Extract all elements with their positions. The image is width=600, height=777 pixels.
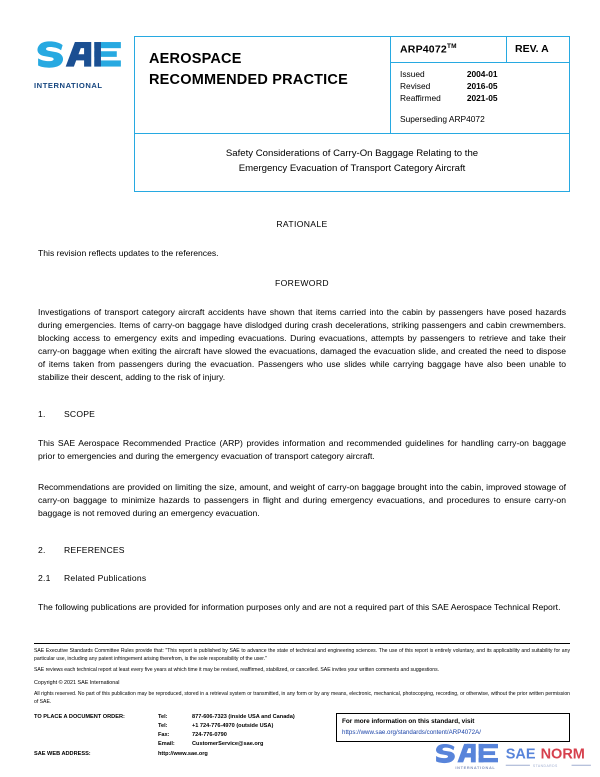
sae-logo-tagline: INTERNATIONAL bbox=[34, 80, 103, 90]
sae-logo-block bbox=[34, 36, 130, 90]
contact-row bbox=[34, 731, 334, 740]
section-number: 2.1 bbox=[38, 573, 51, 584]
document-subject bbox=[135, 134, 569, 191]
contact-key: Email: bbox=[158, 741, 175, 748]
document-type-title bbox=[135, 37, 391, 133]
section-heading-related-publications bbox=[38, 573, 566, 583]
scope-paragraph-2: Recommendations are provided on limiting the size, amount, and weight of carry-on baggage brought into the cabin, improved stowage of carry-on baggage to minimize hazards to passengers in flight and during emergency evacuations, and procedures to ensure carry-on baggage is not removed during an emergency evacuation. bbox=[38, 482, 566, 519]
document-type-line-1: AEROSPACE bbox=[149, 51, 242, 67]
contact-value: 724-776-0790 bbox=[192, 732, 227, 739]
contact-left-column bbox=[34, 713, 334, 758]
standard-url-link[interactable]: https://www.sae.org/standards/content/ARP4072A/ bbox=[342, 729, 481, 737]
scope-paragraph-1: This SAE Aerospace Recommended Practice (ARP) provides information and recommended guidelines for handling carry-on baggage prior to emergencies and during the emergency evacuation of transport category aircraft. bbox=[38, 438, 566, 462]
rationale-text: This revision reflects updates to the references. bbox=[38, 247, 219, 258]
footer-legal-1: SAE Executive Standards Committee Rules provide that: "This report is published by SAE to advance the state of technical and engineering sciences. The use of this report is entirely voluntary, and its applicability and suitability for any particular use, including any patent infringement arising therefrom, is the sole responsibility of the user." bbox=[34, 648, 570, 662]
contact-row bbox=[34, 740, 334, 749]
more-information-title: For more information on this standard, visit bbox=[342, 718, 475, 726]
contact-value: 877-606-7323 (inside USA and Canada) bbox=[192, 714, 295, 721]
date-label: Reaffirmed bbox=[400, 93, 441, 104]
section-title: Related Publications bbox=[64, 573, 147, 584]
trademark-mark: TM bbox=[446, 43, 457, 50]
date-label: Issued bbox=[400, 68, 425, 79]
contact-key: Tel: bbox=[158, 714, 168, 721]
sae-logo-icon bbox=[34, 40, 126, 74]
footer-copyright: Copyright © 2021 SAE International bbox=[34, 679, 120, 686]
section-number: 2. bbox=[38, 545, 46, 556]
more-information-box bbox=[336, 713, 570, 742]
header-meta bbox=[391, 37, 569, 133]
section-heading-scope bbox=[38, 409, 566, 419]
document-subject-line-1: Safety Considerations of Carry-On Baggage Relating to the bbox=[225, 148, 479, 159]
document-number bbox=[391, 37, 507, 62]
date-label: Revised bbox=[400, 80, 431, 91]
date-value: 2004-01 bbox=[466, 68, 498, 79]
section-number: 1. bbox=[38, 409, 46, 420]
spacer bbox=[34, 731, 158, 740]
section-title: SCOPE bbox=[64, 409, 96, 420]
svg-text:STANDARDS: STANDARDS bbox=[532, 764, 558, 769]
document-dates bbox=[391, 63, 569, 133]
document-revision: REV. A bbox=[515, 43, 549, 55]
superseding-note: Superseding ARP4072 bbox=[400, 113, 485, 124]
svg-text:NORM: NORM bbox=[540, 746, 585, 763]
date-row bbox=[400, 93, 498, 105]
contact-row bbox=[34, 713, 334, 722]
spacer bbox=[34, 740, 158, 749]
date-row bbox=[400, 81, 498, 93]
document-header bbox=[0, 0, 600, 192]
date-value: 2021-05 bbox=[466, 93, 498, 104]
order-label: TO PLACE A DOCUMENT ORDER: bbox=[34, 714, 125, 721]
footer-legal-2: SAE reviews each technical report at least every five years at which time it may be revised, reaffirmed, stabilized, or cancelled. SAE invites your written comments and suggestions. bbox=[34, 667, 440, 674]
section-heading-references bbox=[38, 545, 566, 555]
document-body bbox=[0, 208, 600, 615]
header-box bbox=[134, 36, 570, 192]
document-footer bbox=[34, 643, 570, 759]
rationale-heading: RATIONALE bbox=[276, 218, 328, 229]
web-address-label: SAE WEB ADDRESS: bbox=[34, 750, 91, 757]
web-address-value[interactable]: http://www.sae.org bbox=[158, 750, 208, 757]
date-row bbox=[400, 69, 498, 81]
related-publications-text: The following publications are provided for information purposes only and are not a required part of this SAE Aerospace Technical Report. bbox=[38, 602, 561, 613]
contact-key: Tel: bbox=[158, 723, 168, 730]
contact-value: +1 724-776-4970 (outside USA) bbox=[192, 723, 274, 730]
contact-row bbox=[34, 722, 334, 731]
foreword-text: Investigations of transport category aircraft accidents have shown that items carried into the cabin by passengers have posed hazards during emergencies. Items of carry-on baggage have dislodged during crash decelerations, striking passengers and cabin crewmembers. blocking access to emergency exits and impeding evacuations. During evacuations, attempts by passengers to retrieve and take their carry-on baggage when exiting the aircraft have slowed the evacuations, damaged the evacuation slide, and created the need to dispose of items taken from passengers during the evacuation. Passengers who use slides while carrying baggage have also been unable to stabilize their descent, adding to the risk of injury. bbox=[38, 306, 566, 383]
svg-text:SAE: SAE bbox=[505, 746, 536, 763]
foreword-heading: FOREWORD bbox=[275, 277, 329, 288]
date-value: 2016-05 bbox=[466, 80, 498, 91]
contact-email[interactable]: CustomerService@sae.org bbox=[192, 741, 264, 748]
section-title: REFERENCES bbox=[64, 545, 125, 556]
document-type-line-2: RECOMMENDED PRACTICE bbox=[149, 71, 348, 88]
contact-row-web bbox=[34, 750, 334, 759]
document-number-text: ARP4072 bbox=[400, 43, 447, 56]
footer-rights-reserved: All rights reserved. No part of this publication may be reproduced, stored in a retrieval system or transmitted, in any form or by any means, electronic, mechanical, photocopying, recording, or otherwise, without the prior written permission of SAE. bbox=[34, 691, 570, 705]
dates-table bbox=[400, 69, 498, 106]
contact-key: Fax: bbox=[158, 732, 170, 739]
footer-contact-block bbox=[34, 713, 570, 758]
document-subject-line-2: Emergency Evacuation of Transport Category Aircraft bbox=[238, 162, 466, 174]
svg-text:INTERNATIONAL: INTERNATIONAL bbox=[455, 765, 496, 771]
spacer bbox=[34, 722, 158, 731]
